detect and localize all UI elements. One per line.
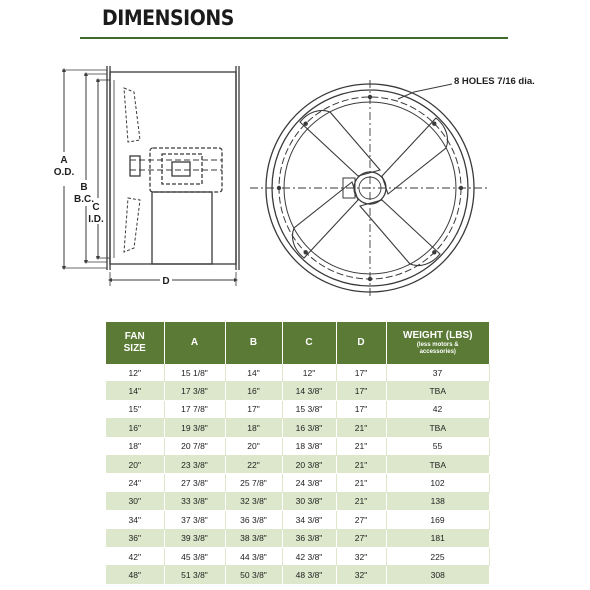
cell-b: 17" <box>225 400 282 418</box>
cell-b: 38 3/8" <box>225 529 282 547</box>
cell-c: 12" <box>282 364 336 382</box>
cell-a: 20 7/8" <box>164 437 225 455</box>
cell-d: 32" <box>336 566 386 584</box>
cell-b: 22" <box>225 455 282 473</box>
table-header-row <box>106 322 489 364</box>
table-row <box>106 529 489 547</box>
table-row <box>106 511 489 529</box>
dimensions-table <box>106 322 490 585</box>
cell-c: 48 3/8" <box>282 566 336 584</box>
cell-weight: 138 <box>386 492 489 510</box>
cell-d: 21" <box>336 474 386 492</box>
header-b: B <box>225 322 282 364</box>
header-fan-size: FAN SIZE <box>106 322 164 364</box>
table-row <box>106 419 489 437</box>
cell-a: 15 1/8" <box>164 364 225 382</box>
cell-a: 17 7/8" <box>164 400 225 418</box>
cell-weight: TBA <box>386 455 489 473</box>
cell-b: 50 3/8" <box>225 566 282 584</box>
cell-fan-size: 48" <box>106 566 164 584</box>
cell-b: 36 3/8" <box>225 511 282 529</box>
cell-fan-size: 36" <box>106 529 164 547</box>
cell-b: 14" <box>225 364 282 382</box>
cell-b: 32 3/8" <box>225 492 282 510</box>
cell-d: 17" <box>336 364 386 382</box>
header-a: A <box>164 322 225 364</box>
cell-d: 32" <box>336 547 386 565</box>
header-c: C <box>282 322 336 364</box>
holes-label: 8 HOLES 7/16 dia. <box>454 76 535 87</box>
cell-c: 20 3/8" <box>282 455 336 473</box>
cell-c: 16 3/8" <box>282 419 336 437</box>
cell-fan-size: 16" <box>106 419 164 437</box>
label-b: B <box>80 182 88 193</box>
table-row <box>106 492 489 510</box>
table-row <box>106 400 489 418</box>
table-row <box>106 474 489 492</box>
page-title: DIMENSIONS <box>102 6 234 30</box>
cell-fan-size: 15" <box>106 400 164 418</box>
cell-c: 18 3/8" <box>282 437 336 455</box>
cell-a: 17 3/8" <box>164 382 225 400</box>
cell-weight: 55 <box>386 437 489 455</box>
cell-d: 27" <box>336 511 386 529</box>
cell-a: 39 3/8" <box>164 529 225 547</box>
cell-c: 36 3/8" <box>282 529 336 547</box>
table-row <box>106 382 489 400</box>
cell-weight: 308 <box>386 566 489 584</box>
cell-a: 45 3/8" <box>164 547 225 565</box>
table-row <box>106 364 489 382</box>
cell-d: 27" <box>336 529 386 547</box>
cell-fan-size: 42" <box>106 547 164 565</box>
cell-weight: TBA <box>386 382 489 400</box>
table-row <box>106 566 489 584</box>
cell-weight: 37 <box>386 364 489 382</box>
cell-b: 44 3/8" <box>225 547 282 565</box>
cell-d: 21" <box>336 419 386 437</box>
label-od: O.D. <box>53 167 75 178</box>
header-weight: WEIGHT (LBS) (less motors & accessories) <box>386 322 489 364</box>
cell-a: 37 3/8" <box>164 511 225 529</box>
cell-b: 16" <box>225 382 282 400</box>
label-bc: B.C. <box>74 194 94 205</box>
cell-weight: 169 <box>386 511 489 529</box>
label-c: C <box>92 202 100 213</box>
cell-a: 23 3/8" <box>164 455 225 473</box>
label-a: A <box>60 155 68 166</box>
cell-fan-size: 24" <box>106 474 164 492</box>
cell-d: 21" <box>336 492 386 510</box>
cell-d: 17" <box>336 400 386 418</box>
cell-fan-size: 30" <box>106 492 164 510</box>
cell-fan-size: 34" <box>106 511 164 529</box>
table-row <box>106 455 489 473</box>
cell-c: 15 3/8" <box>282 400 336 418</box>
cell-fan-size: 20" <box>106 455 164 473</box>
cell-fan-size: 18" <box>106 437 164 455</box>
cell-d: 17" <box>336 382 386 400</box>
label-id: I.D. <box>88 214 104 225</box>
table-row <box>106 437 489 455</box>
cell-c: 30 3/8" <box>282 492 336 510</box>
cell-b: 20" <box>225 437 282 455</box>
cell-a: 27 3/8" <box>164 474 225 492</box>
cell-c: 14 3/8" <box>282 382 336 400</box>
cell-b: 25 7/8" <box>225 474 282 492</box>
cell-a: 33 3/8" <box>164 492 225 510</box>
cell-d: 21" <box>336 455 386 473</box>
header-d: D <box>336 322 386 364</box>
cell-fan-size: 12" <box>106 364 164 382</box>
cell-weight: 102 <box>386 474 489 492</box>
housing-outline <box>110 72 236 264</box>
cell-c: 24 3/8" <box>282 474 336 492</box>
cell-a: 51 3/8" <box>164 566 225 584</box>
cell-b: 18" <box>225 419 282 437</box>
cell-weight: TBA <box>386 419 489 437</box>
cell-a: 19 3/8" <box>164 419 225 437</box>
label-d: D <box>162 276 170 287</box>
cell-d: 21" <box>336 437 386 455</box>
front-view-drawing <box>250 80 490 296</box>
table-row <box>106 547 489 565</box>
cell-fan-size: 14" <box>106 382 164 400</box>
side-view-drawing <box>62 66 239 286</box>
cell-weight: 42 <box>386 400 489 418</box>
cell-c: 34 3/8" <box>282 511 336 529</box>
cell-c: 42 3/8" <box>282 547 336 565</box>
cell-weight: 225 <box>386 547 489 565</box>
cell-weight: 181 <box>386 529 489 547</box>
